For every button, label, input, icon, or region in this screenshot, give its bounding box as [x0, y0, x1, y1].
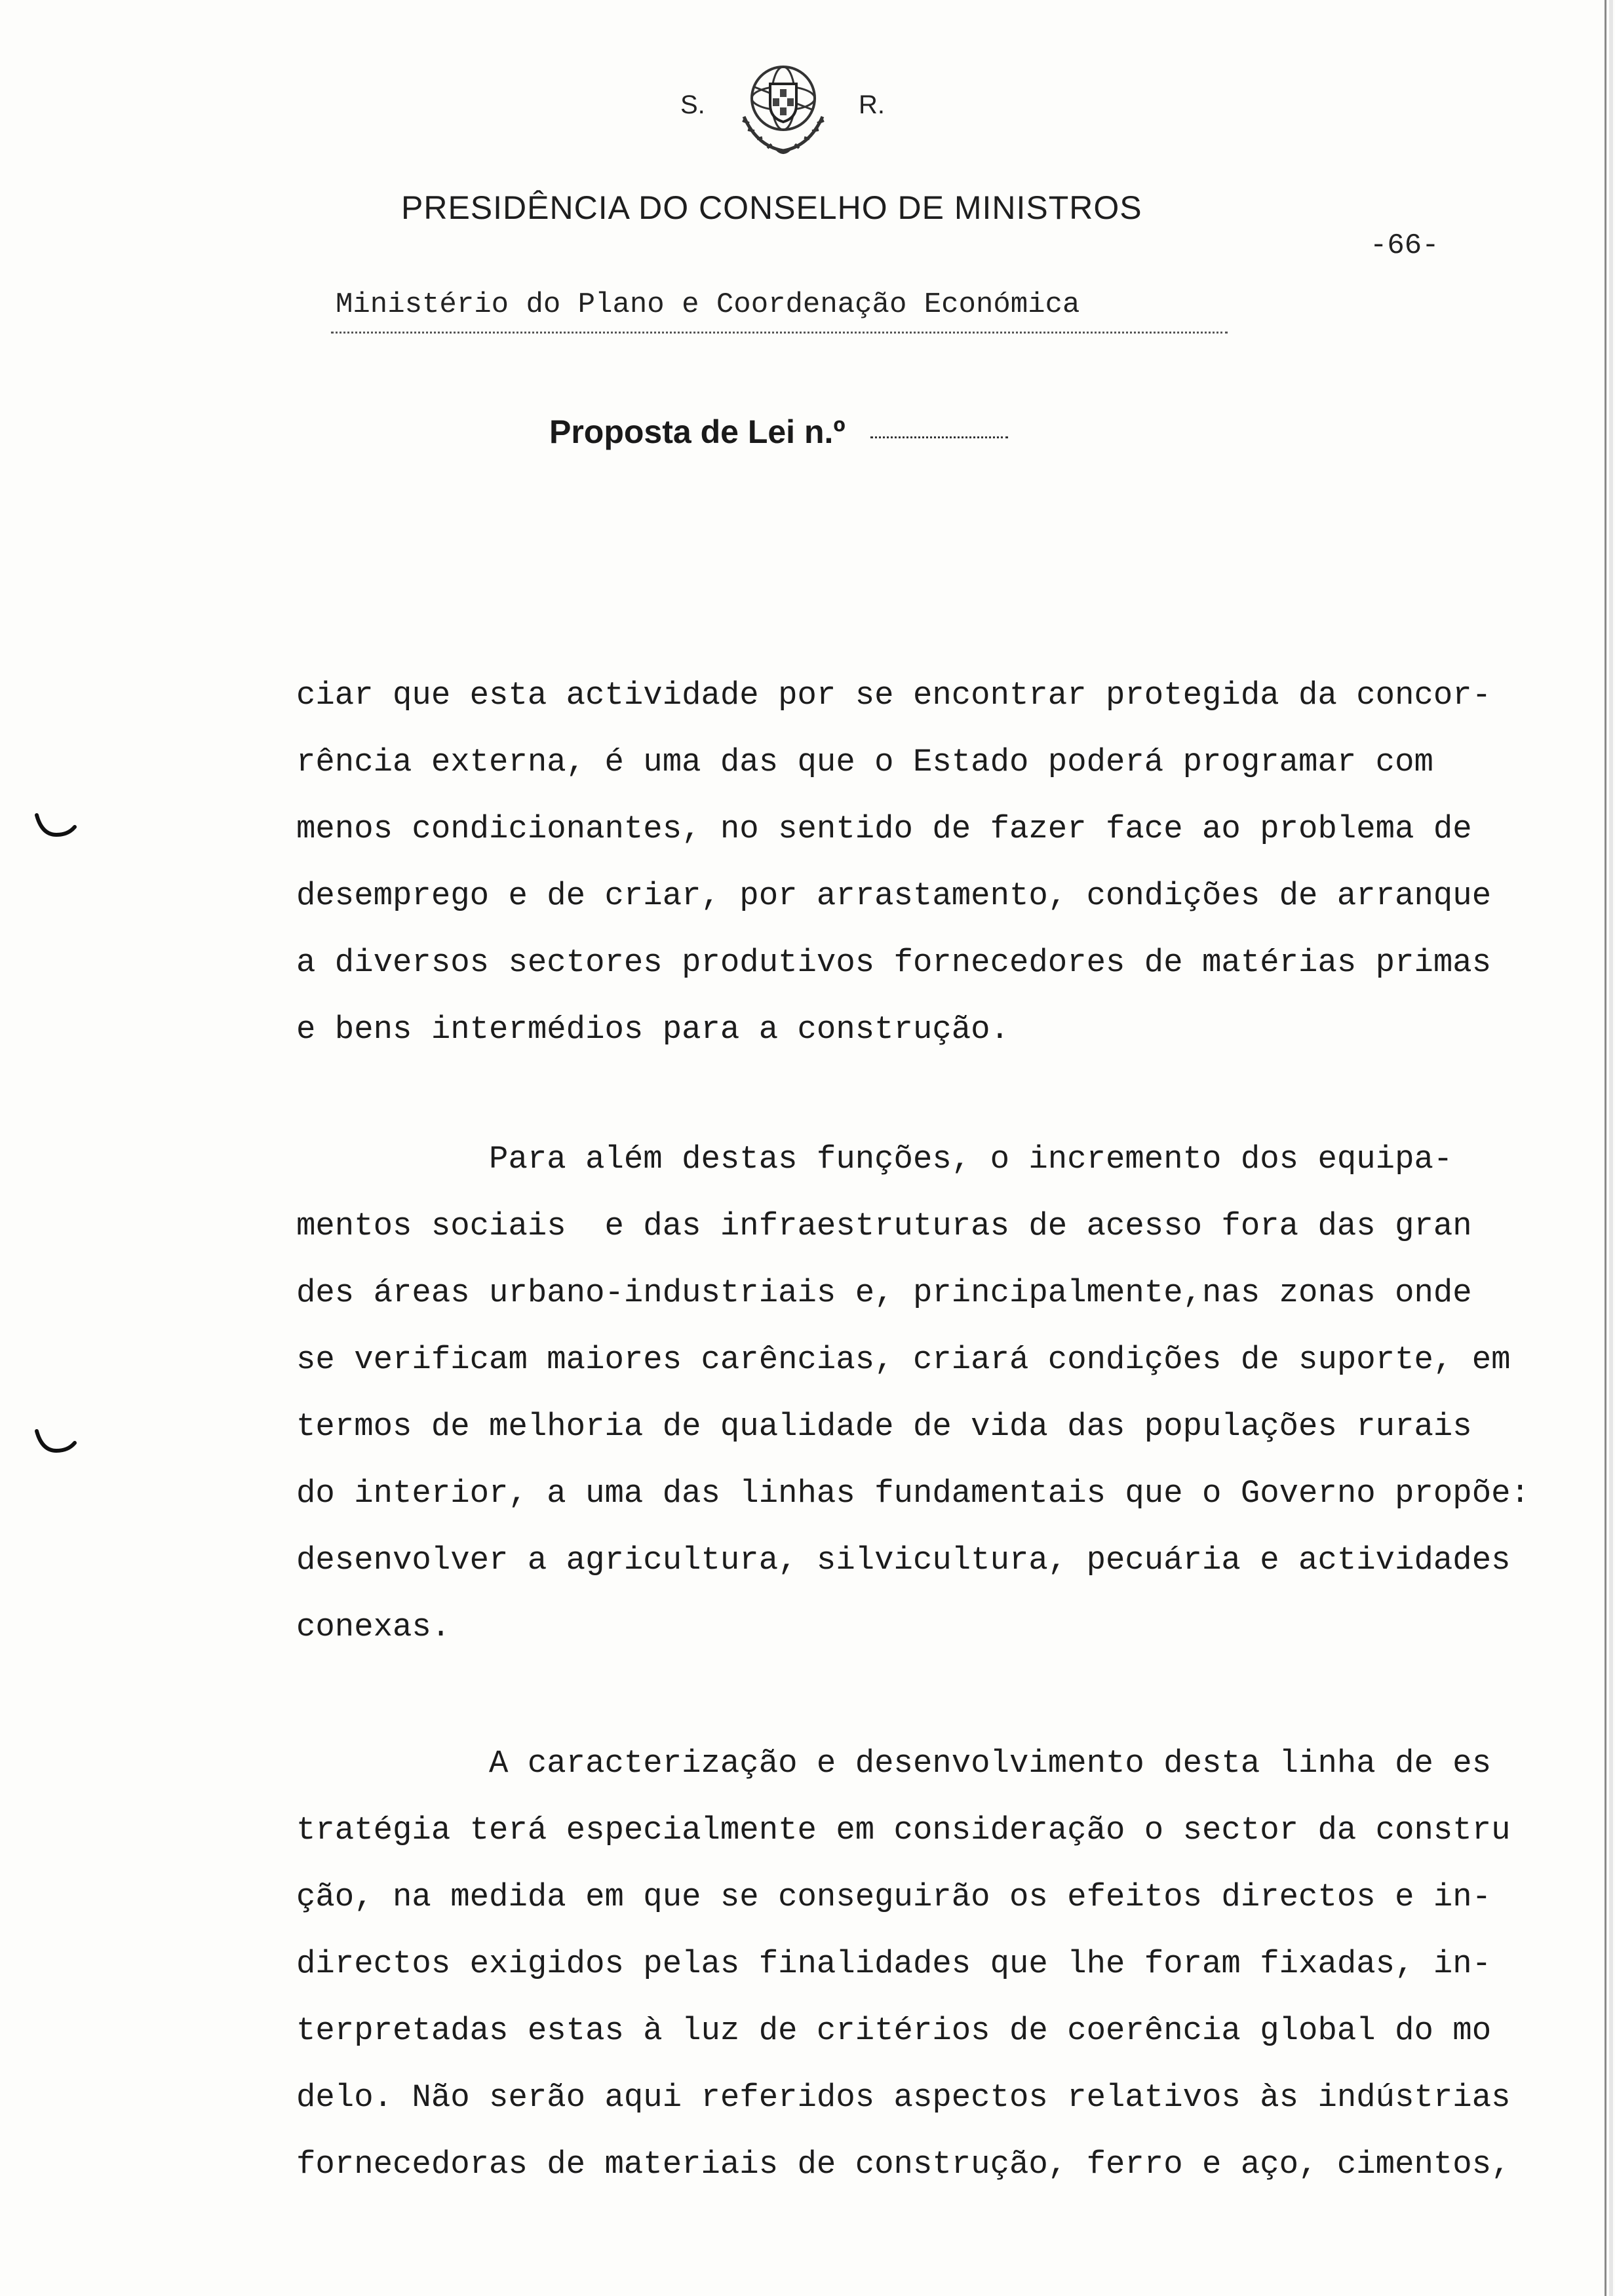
- text-line: termos de melhoria de qualidade de vida das populações rurais: [296, 1408, 1472, 1445]
- coat-of-arms-icon: [731, 58, 836, 156]
- text-line: ciar que esta actividade por se encontrar protegida da concor-: [296, 677, 1492, 714]
- text-line: desenvolver a agricultura, silvicultura, pecuária e actividades: [296, 1542, 1511, 1578]
- text-line: tratégia terá especialmente em consideração o sector da constru: [296, 1812, 1511, 1848]
- proposta-de-lei-label: Proposta de Lei n.º: [549, 413, 846, 450]
- body-paragraph-2: [296, 1126, 1561, 1660]
- text-line: do interior, a uma das linhas fundamentais que o Governo propõe:: [296, 1475, 1530, 1512]
- text-line: se verificam maiores carências, criará condições de suporte, em: [296, 1341, 1511, 1378]
- proposta-number-blank: [870, 436, 1008, 438]
- presidencia-heading: PRESIDÊNCIA DO CONSELHO DE MINISTROS: [401, 189, 1142, 226]
- text-line: rência externa, é uma das que o Estado poderá programar com: [296, 744, 1433, 780]
- text-line: menos condicionantes, no sentido de fazer face ao problema de: [296, 811, 1472, 847]
- text-line: directos exigidos pelas finalidades que lhe foram fixadas, in-: [296, 1945, 1492, 1982]
- ministerio-dotted-underline: [331, 332, 1228, 334]
- seal-letter-left: S.: [680, 90, 705, 119]
- punch-hole-mark-icon: [33, 1428, 79, 1455]
- text-line: A caracterização e desenvolvimento desta linha de es: [296, 1745, 1492, 1782]
- letterhead-seal-row: [655, 51, 918, 163]
- body-paragraph-1: [296, 662, 1561, 1063]
- page-number: -66-: [1370, 229, 1439, 262]
- text-line: e bens intermédios para a construção.: [296, 1011, 1009, 1048]
- text-line: ção, na medida em que se conseguirão os efeitos directos e in-: [296, 1879, 1492, 1915]
- seal-letter-right: R.: [859, 90, 885, 119]
- text-line: fornecedoras de materiais de construção, ferro e aço, cimentos,: [296, 2146, 1511, 2183]
- text-line: delo. Não serão aqui referidos aspectos relativos às indústrias: [296, 2079, 1511, 2116]
- text-line: terpretadas estas à luz de critérios de coerência global do mo: [296, 2012, 1492, 2049]
- scan-edge-shadow: [1605, 0, 1606, 2296]
- text-line: mentos sociais e das infraestruturas de acesso fora das gran: [296, 1208, 1472, 1244]
- text-line: des áreas urbano-industriais e, principalmente,nas zonas onde: [296, 1274, 1472, 1311]
- scan-edge-margin: [1609, 0, 1613, 2296]
- body-paragraph-3: [296, 1730, 1561, 2198]
- text-line: Para além destas funções, o incremento dos equipa-: [296, 1141, 1453, 1177]
- punch-hole-mark-icon: [33, 813, 79, 839]
- ministerio-subheading: Ministério do Plano e Coordenação Económica: [336, 288, 1080, 321]
- text-line: conexas.: [296, 1609, 451, 1645]
- text-line: a diversos sectores produtivos fornecedores de matérias primas: [296, 944, 1492, 981]
- text-line: desemprego e de criar, por arrastamento, condições de arranque: [296, 877, 1492, 914]
